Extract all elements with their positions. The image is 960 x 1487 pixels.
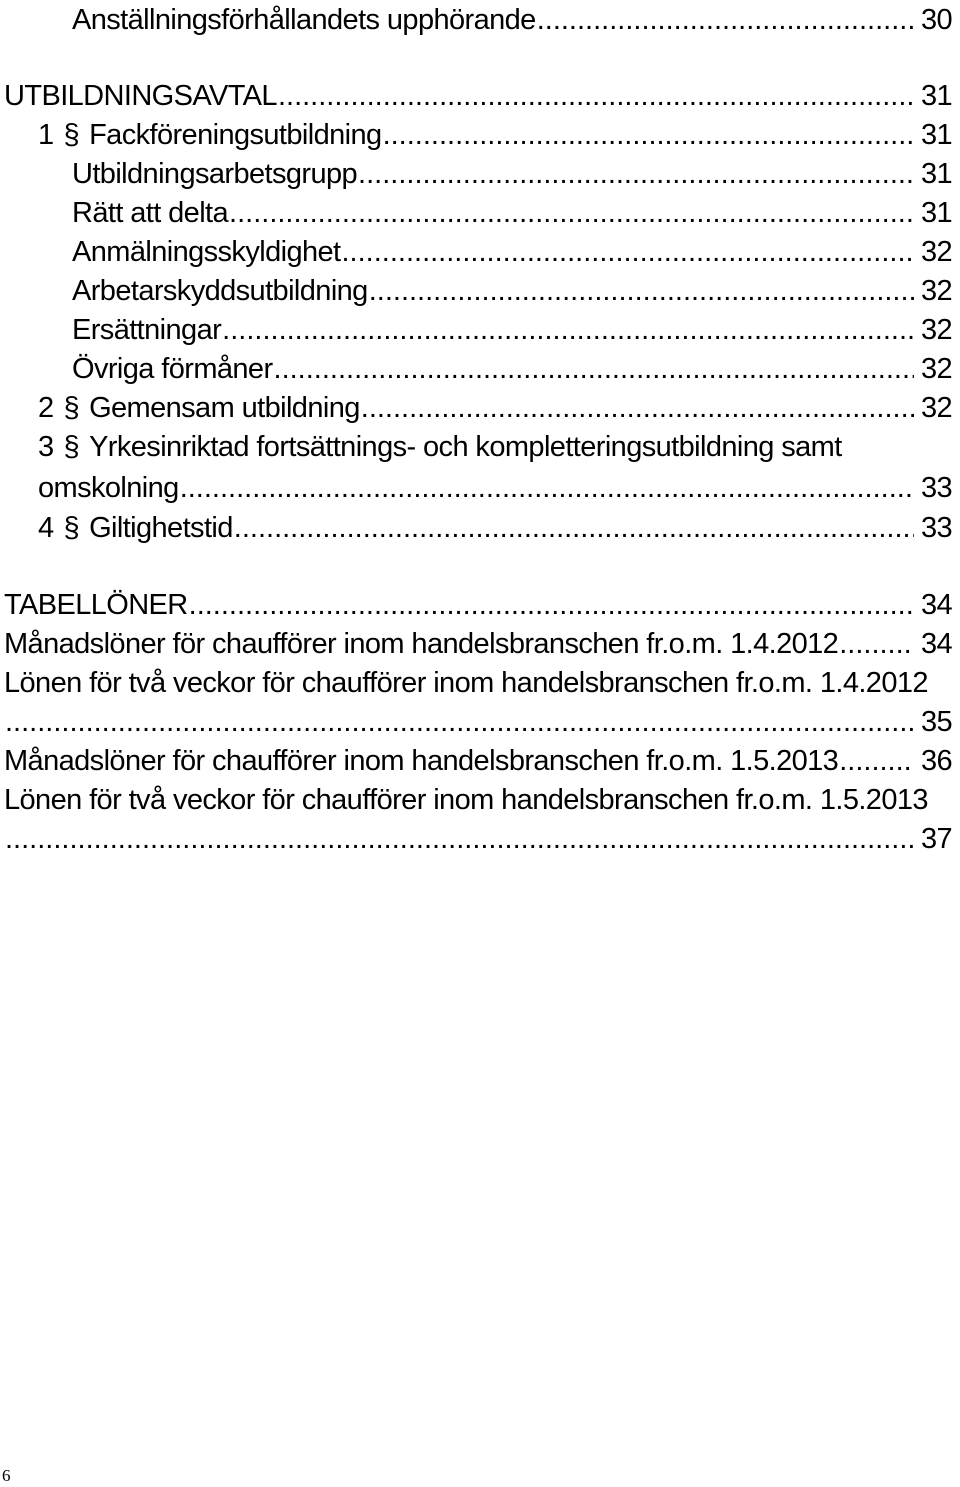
toc-entry-page: 32 (920, 392, 952, 424)
dot-leader (5, 702, 914, 742)
dot-leader (222, 310, 914, 350)
section-number: 1 (38, 119, 54, 151)
toc-entry-text: UTBILDNINGSAVTAL (4, 80, 277, 112)
toc-entry-page: 35 (920, 706, 952, 738)
section-number: 2 (38, 392, 54, 424)
toc-entry-page: 31 (920, 197, 952, 229)
section-number: 4 (38, 512, 54, 544)
section-number: 3 (38, 431, 54, 463)
toc-entry-gemensam-utbildning[interactable] (38, 388, 952, 428)
toc-entry-omskolning[interactable] (38, 468, 952, 508)
toc-entry-text: Fackföreningsutbildning (89, 119, 382, 151)
paragraph-sign-icon: § (63, 431, 80, 463)
toc-entry-text: Giltighetstid (89, 512, 233, 544)
toc-entry-text: Gemensam utbildning (89, 392, 360, 424)
toc-entry-ratt-att-delta[interactable] (72, 193, 952, 233)
toc-entry-text: Anställningsförhållandets upphörande (72, 4, 536, 36)
toc-entry-arbetarskyddsutbildning[interactable] (72, 271, 952, 311)
toc-entry-text: TABELLÖNER (4, 589, 188, 621)
toc-entry-fackforeningsutbildning[interactable] (38, 115, 952, 155)
toc-entry-tabelloner[interactable] (4, 585, 952, 625)
toc-entry-giltighetstid[interactable] (38, 508, 952, 548)
dot-leader (369, 271, 914, 311)
toc-entry-page: 36 (920, 745, 952, 777)
toc-entry-text: Lönen för två veckor för chaufförer inom handelsbranschen fr.o.m. 1.5.2013 (4, 784, 928, 816)
toc-entry-utbildningsarbetsgrupp[interactable] (72, 154, 952, 194)
dot-leader (189, 585, 914, 625)
toc-entry-text: Övriga förmåner (72, 353, 273, 385)
toc-entry-page: 34 (920, 589, 952, 621)
dot-leader (361, 388, 914, 428)
toc-entry-text: Arbetarskyddsutbildning (72, 275, 368, 307)
toc-entry-lonen-tva-veckor-2012[interactable] (4, 663, 952, 703)
toc-entry-page: 31 (920, 158, 952, 190)
toc-entry-page: 32 (920, 236, 952, 268)
toc-entry-ersattningar[interactable] (72, 310, 952, 350)
toc-entry-text: Månadslöner för chaufförer inom handelsbranschen fr.o.m. 1.5.2013 (4, 745, 839, 777)
toc-entry-text: Yrkesinriktad fortsättnings- och kompletteringsutbildning samt (89, 431, 842, 463)
dot-leader (234, 508, 914, 548)
dot-leader (537, 0, 914, 40)
dot-leader (358, 154, 914, 194)
dot-leader (278, 76, 914, 116)
toc-entry-text: Anmälningsskyldighet (72, 236, 341, 268)
dot-leader (342, 232, 914, 272)
toc-entry-text: Ersättningar (72, 314, 222, 346)
toc-entry-yrkesinriktad-utbildning[interactable] (38, 427, 952, 467)
paragraph-sign-icon: § (63, 119, 80, 151)
paragraph-sign-icon: § (63, 512, 80, 544)
dot-leader (839, 624, 914, 664)
toc-entry-text: omskolning (38, 472, 179, 504)
toc-entry-lonen-tva-veckor-2013[interactable] (4, 780, 952, 820)
toc-entry-ovriga-formaner[interactable] (72, 349, 952, 389)
dot-leader (274, 349, 914, 389)
dot-leader (839, 741, 914, 781)
dot-leader (5, 819, 914, 859)
toc-entry-lonen-tva-veckor-2012-page[interactable] (4, 702, 952, 742)
paragraph-sign-icon: § (63, 392, 80, 424)
toc-entry-text: Månadslöner för chaufförer inom handelsbranschen fr.o.m. 1.4.2012 (4, 628, 839, 660)
toc-entry-anmalningsskyldighet[interactable] (72, 232, 952, 272)
toc-entry-utbildningsavtal[interactable] (4, 76, 952, 116)
toc-entry-text: Utbildningsarbetsgrupp (72, 158, 358, 190)
toc-entry-page: 33 (920, 472, 952, 504)
toc-entry-lonen-tva-veckor-2013-page[interactable] (4, 819, 952, 859)
toc-entry-text: Lönen för två veckor för chaufförer inom handelsbranschen fr.o.m. 1.4.2012 (4, 667, 928, 699)
toc-entry-text: Rätt att delta (72, 197, 229, 229)
toc-entry-anstallningsforhallandets-upphorande[interactable] (72, 0, 952, 40)
toc-entry-page: 32 (920, 353, 952, 385)
dot-leader (383, 115, 914, 155)
toc-entry-manadsloner-2013[interactable] (4, 741, 952, 781)
dot-leader (180, 468, 914, 508)
toc-entry-manadsloner-2012[interactable] (4, 624, 952, 664)
toc-entry-page: 33 (920, 512, 952, 544)
toc-entry-page: 31 (920, 119, 952, 151)
toc-entry-page: 31 (920, 80, 952, 112)
toc-entry-page: 37 (920, 823, 952, 855)
dot-leader (229, 193, 914, 233)
toc-entry-page: 32 (920, 314, 952, 346)
toc-entry-page: 32 (920, 275, 952, 307)
toc-entry-page: 34 (920, 628, 952, 660)
footer-page-number: 6 (2, 1466, 11, 1485)
toc-entry-page: 30 (920, 4, 952, 36)
